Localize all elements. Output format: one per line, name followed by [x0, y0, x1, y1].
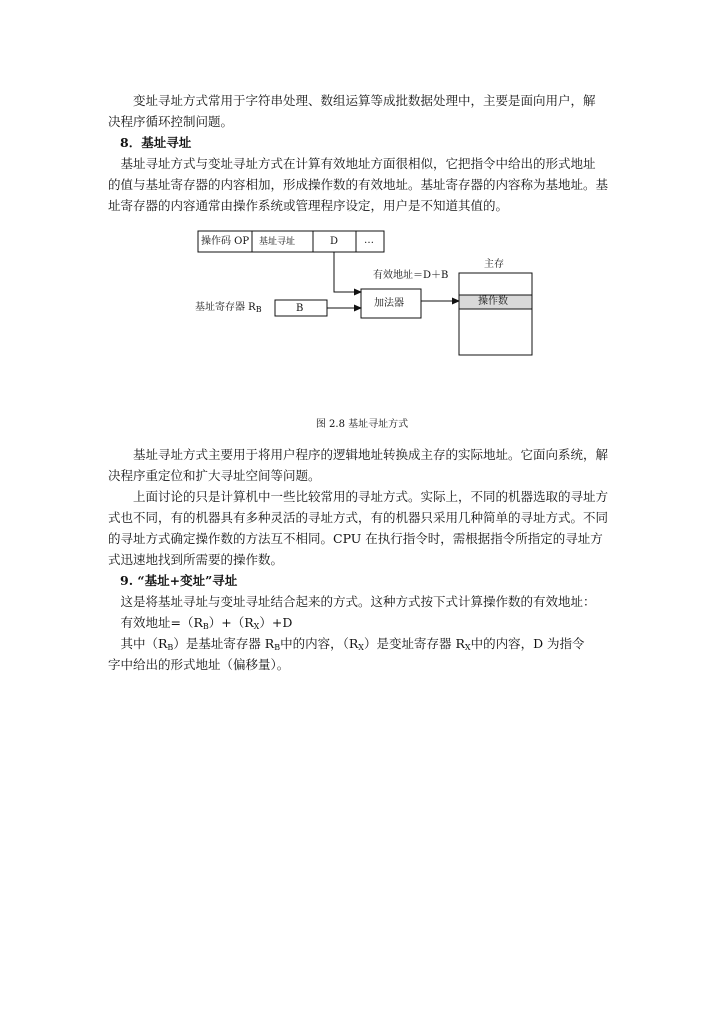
effective-address-formula: 有效地址$=(R_B)+(R_X)+D$ — [120, 615, 293, 631]
paragraph-addressing-summary — [108, 486, 616, 570]
text-line: 上面讨论的只是计算机中一些比较常用的寻址方式。实际上，不同的机器选取的寻址方 — [133, 489, 609, 504]
diagram-lines — [108, 226, 616, 414]
text-line: 式迅速地找到所需要的操作数。 — [108, 552, 284, 567]
mode-field-label: 基址寻址 — [259, 237, 296, 247]
text-line: 基址寻址方式主要用于将用户程序的逻辑地址转换成主存的实际地址。它面向系统，解 — [133, 447, 609, 462]
text-line: 的值与基址寄存器的内容相加，形成操作数的有效地址。基址寄存器的内容称为基地址。基 — [108, 177, 609, 192]
paragraph-base-addressing — [108, 153, 616, 216]
base-register-label: 基址寄存器 $R_B$ — [195, 302, 262, 314]
section-heading-base-addressing: 8．基址寻址 — [120, 135, 192, 150]
section-heading-base-plus-index: 9. “基址+变址”寻址 — [120, 573, 238, 588]
text-line: 决程序循环控制问题。 — [108, 114, 234, 129]
document-page — [108, 90, 616, 675]
paragraph-index-addressing-usage — [108, 90, 616, 132]
op-field-label: 操作码 OP — [201, 236, 250, 247]
operand-label: 操作数 — [478, 296, 508, 307]
paragraph-base-addressing-purpose — [108, 444, 616, 486]
arrow-d-to-adder — [334, 252, 361, 292]
text-line: 式也不同，有的机器具有多种灵活的寻址方式，有的机器只采用几种简单的寻址方式。不同 — [108, 510, 609, 525]
paragraph-formula-explanation: 其中$(R_B)$是基址寄存器 $R_B$中的内容，$(R_X)$是变址寄存器 $R_X$中的内容，D 为指令 字中给出的形式地址（偏移量）。 — [108, 636, 585, 672]
paragraph-combined-addressing: 这是将基址寻址与变址寻址结合起来的方式。这种方式按下式计算操作数的有效地址： — [120, 594, 596, 609]
figure-base-addressing-diagram — [108, 226, 616, 414]
text-line: 址寄存器的内容通常由操作系统或管理程序设定，用户是不知道其值的。 — [108, 198, 509, 213]
text-line: 基址寻址方式与变址寻址方式在计算有效地址方面很相似，它把指令中给出的形式地址 — [120, 156, 596, 171]
text-line: 变址寻址方式常用于字符串处理、数组运算等成批数据处理中，主要是面向用户，解 — [133, 93, 596, 108]
base-register-value: B — [296, 303, 304, 314]
main-memory-title: 主存 — [484, 259, 504, 270]
text-line: 的寻址方式确定操作数的方法互不相同。CPU 在执行指令时，需根据指令所指定的寻址方 — [108, 531, 603, 546]
main-memory-box — [459, 273, 532, 355]
effective-address-label: 有效地址＝D＋B — [373, 270, 449, 281]
figure-caption: 图 2.8 基址寻址方式 — [315, 419, 409, 430]
ellipsis-field-label: … — [364, 235, 374, 246]
adder-label: 加法器 — [374, 298, 404, 309]
text-line: 决程序重定位和扩大寻址空间等问题。 — [108, 468, 321, 483]
displacement-field-label: D — [330, 236, 339, 247]
